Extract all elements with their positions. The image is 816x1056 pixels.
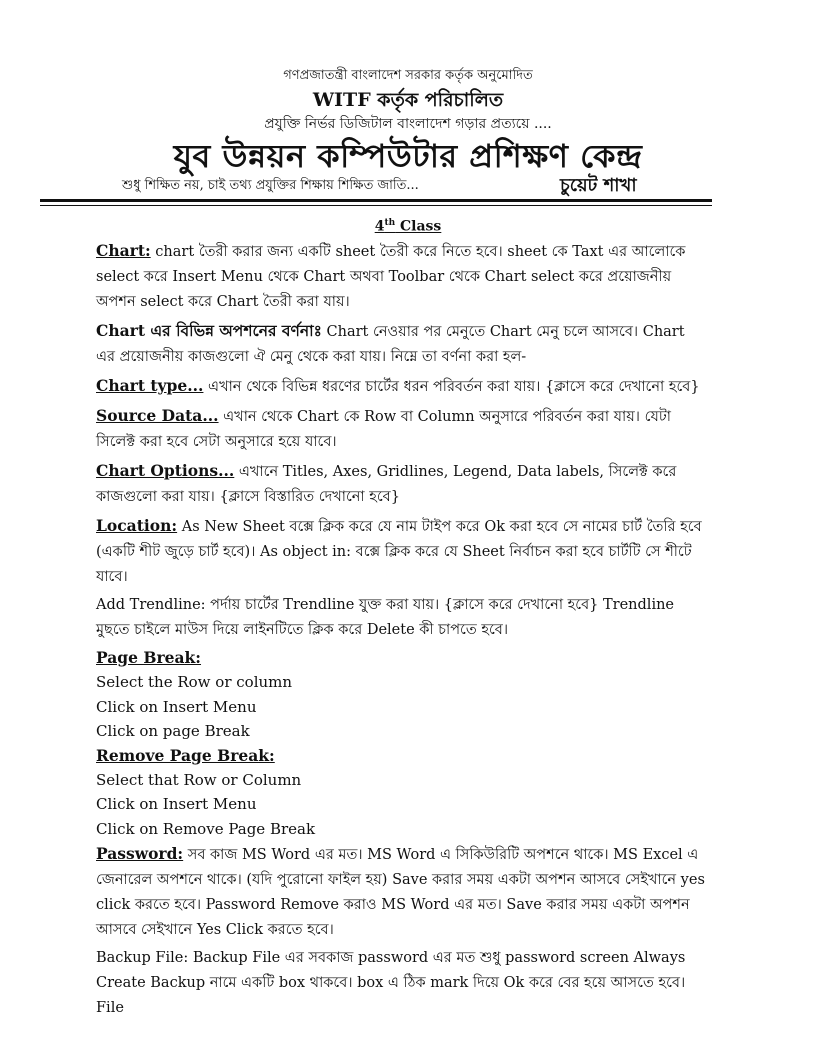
header-divider-thick (40, 199, 712, 202)
location-paragraph (96, 513, 708, 590)
chart-text: chart তৈরী করার জন্য একটি sheet তৈরী করে নিতে হবে। sheet কে Taxt এর আলোকে select করে Insert Menu থেকে Chart অথবা Toolbar থেকে Chart select করে প্রয়োজনীয় অপশন select করে Chart তৈরী করা যায়। (96, 244, 686, 310)
page-break-heading: Page Break: (96, 648, 202, 667)
chart-options-description-text: Chart নেওয়ার পর মেনুতে Chart মেনু চলে আসবে। Chart এর প্রয়োজনীয় কাজগুলো ঐ মেনু থেকে করা যায়। নিম্নে তা বর্ণনা করা হল- (96, 324, 685, 365)
page-break-step: Select the Row or column (96, 673, 293, 691)
source-data-label: Source Data... (96, 406, 219, 425)
source-data-paragraph (96, 403, 708, 455)
chart-label: Chart: (96, 241, 151, 260)
chart-options-label: Chart Options... (96, 461, 235, 480)
source-data-text: এখান থেকে Chart কে Row বা Column অনুসারে পরিবর্তন করা যায়। যেটা সিলেক্ট করা হবে সেটা অনুসারে হয়ে যাবে। (96, 409, 671, 450)
chart-paragraph (96, 238, 708, 315)
trendline-paragraph: Add Trendline: পর্দায় চার্টের Trendline যুক্ত করা যায়। {ক্লাসে করে দেখানো হবে} Trendline মুছতে চাইলে মাউস দিয়ে লাইনটিতে ক্লিক করে Delete কী চাপতে হবে। (96, 597, 674, 638)
backup-paragraph: Backup File: Backup File এর সবকাজ password এর মত শুধু password screen Always Create Backup নামে একটি box থাকবে। box এ ঠিক mark দিয়ে Ok করে বের হয়ে আসতে হবে। File (96, 950, 686, 1016)
remove-page-break-step: Click on Remove Page Break (96, 819, 316, 838)
page-break-step: Click on page Break (96, 722, 250, 740)
page-break-step: Click on Insert Menu (96, 697, 257, 716)
institute-title: যুব উন্নয়ন কম্পিউটার প্রশিক্ষণ কেন্দ্র (173, 137, 643, 175)
chart-options-description-paragraph (96, 318, 708, 370)
branch-name: চুয়েট শাখা (560, 175, 637, 196)
remove-page-break-step: Select that Row or Column (96, 770, 302, 789)
remove-page-break-heading: Remove Page Break: (96, 745, 275, 765)
header-tagline: শুধু শিক্ষিত নয়, চাই তথ্য প্রযুক্তির শিক্ষায় শিক্ষিত জাতি... (122, 178, 419, 193)
chart-type-paragraph (96, 373, 708, 400)
remove-page-break-step: Click on Insert Menu (96, 795, 257, 813)
header-motto: প্রযুক্তি নির্ভর ডিজিটাল বাংলাদেশ গড়ার প্রত্যয়ে .... (264, 116, 552, 132)
header-government-approval: গণপ্রজাতন্ত্রী বাংলাদেশ সরকার কর্তৃক অনুমোদিত (283, 68, 533, 83)
header-divider-thin (40, 205, 712, 206)
chart-options-paragraph (96, 458, 708, 510)
header-operator: WITF কর্তৃক পরিচালিত (312, 89, 504, 111)
chart-type-label: Chart type... (96, 376, 204, 395)
chart-options-text: এখানে Titles, Axes, Gridlines, Legend, Data labels, সিলেক্ট করে কাজগুলো করা যায়। {ক্লাসে বিস্তারিত দেখানো হবে} (96, 464, 677, 505)
chart-options-description-label: Chart এর বিভিন্ন অপশনের বর্ণনাঃ (96, 321, 322, 340)
password-text: সব কাজ MS Word এর মত। MS Word এ সিকিউরিটি অপশনে থাকে। MS Excel এ জেনারেল অপশনে থাকে। (যদি পুরোনো ফাইল হয়) Save করার সময় একটা অপশন আসবে সেইখানে yes click করতে হবে। Password Remove করাও MS Word এর মত। Save করার সময় একটা অপশন আসবে সেইখানে Yes Click করতে হবে। (96, 847, 705, 938)
location-label: Location: (96, 516, 178, 535)
password-label: Password: (96, 844, 184, 863)
password-paragraph (96, 841, 708, 943)
document-body (96, 238, 708, 1024)
class-title: 4th Class (374, 218, 442, 235)
location-text: As New Sheet বক্সে ক্লিক করে যে নাম টাইপ করে Ok করা হবে সে নামের চার্ট তৈরি হবে (একটি শীট জুড়ে চার্ট হবে)। As object in: বক্সে ক্লিক করে যে Sheet নির্বাচন করা হবে চার্টটি সে শীটে যাবে। (96, 519, 702, 585)
chart-type-text: এখান থেকে বিভিন্ন ধরণের চার্টের ধরন পরিবর্তন করা যায়। {ক্লাসে করে দেখানো হবে} (203, 379, 700, 395)
